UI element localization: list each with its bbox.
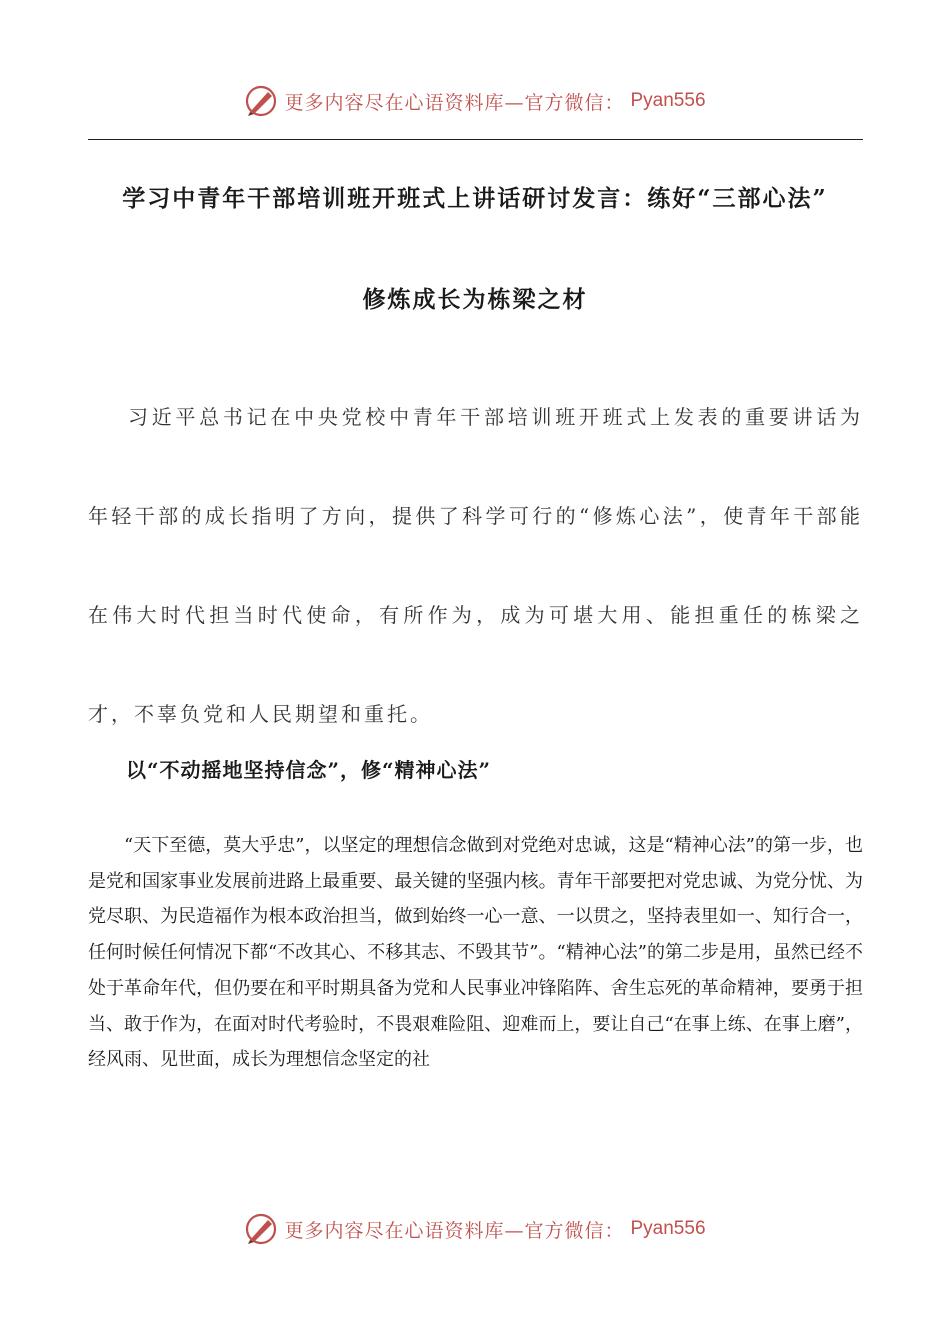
section-heading: 以“不动摇地坚持信念”，修“精神心法” <box>126 758 492 782</box>
header-watermark <box>0 84 950 118</box>
header-watermark-text: 更多内容尽在心语资料库—官方微信： <box>284 91 625 114</box>
pen-logo-icon <box>244 84 278 118</box>
pen-logo-icon <box>244 1212 278 1246</box>
document-title-line-2: 修炼成长为栋梁之材 <box>362 286 588 313</box>
header-watermark-handle: Pyan556 <box>630 90 706 111</box>
document-title-line-1: 学习中青年干部培训班开班式上讲话研讨发言：练好“三部心法” <box>122 185 828 212</box>
intro-paragraph: 习近平总书记在中央党校中青年干部培训班开班式上发表的重要讲话为年轻干部的成长指明了方向，提供了科学可行的“修炼心法”，使青年干部能在伟大时代担当时代使命，有所作为，成为可堪大用、能担重任的栋梁之才，不辜负党和人民期望和重托。 <box>88 405 863 726</box>
footer-watermark-handle: Pyan556 <box>630 1218 706 1239</box>
footer-watermark <box>0 1212 950 1246</box>
section-body-paragraph: “天下至德，莫大乎忠”，以坚定的理想信念做到对党绝对忠诚，这是“精神心法”的第一步，也是党和国家事业发展前进路上最重要、最关键的坚强内核。青年干部要把对党忠诚、为党分忧、为党尽职、为民造福作为根本政治担当，做到始终一心一意、一以贯之，坚持表里如一、知行合一，任何时候任何情况下都“不改其心、不移其志、不毁其节”。“精神心法”的第二步是用，虽然已经不处于革命年代，但仍要在和平时期具备为党和人民事业冲锋陷阵、舍生忘死的革命精神，要勇于担当、敢于作为，在面对时代考验时，不畏艰难险阻、迎难而上，要让自己“在事上练、在事上磨”，经风雨、见世面，成长为理想信念坚定的社 <box>88 835 863 1071</box>
header-divider <box>88 139 863 140</box>
footer-watermark-text: 更多内容尽在心语资料库—官方微信： <box>284 1219 625 1242</box>
